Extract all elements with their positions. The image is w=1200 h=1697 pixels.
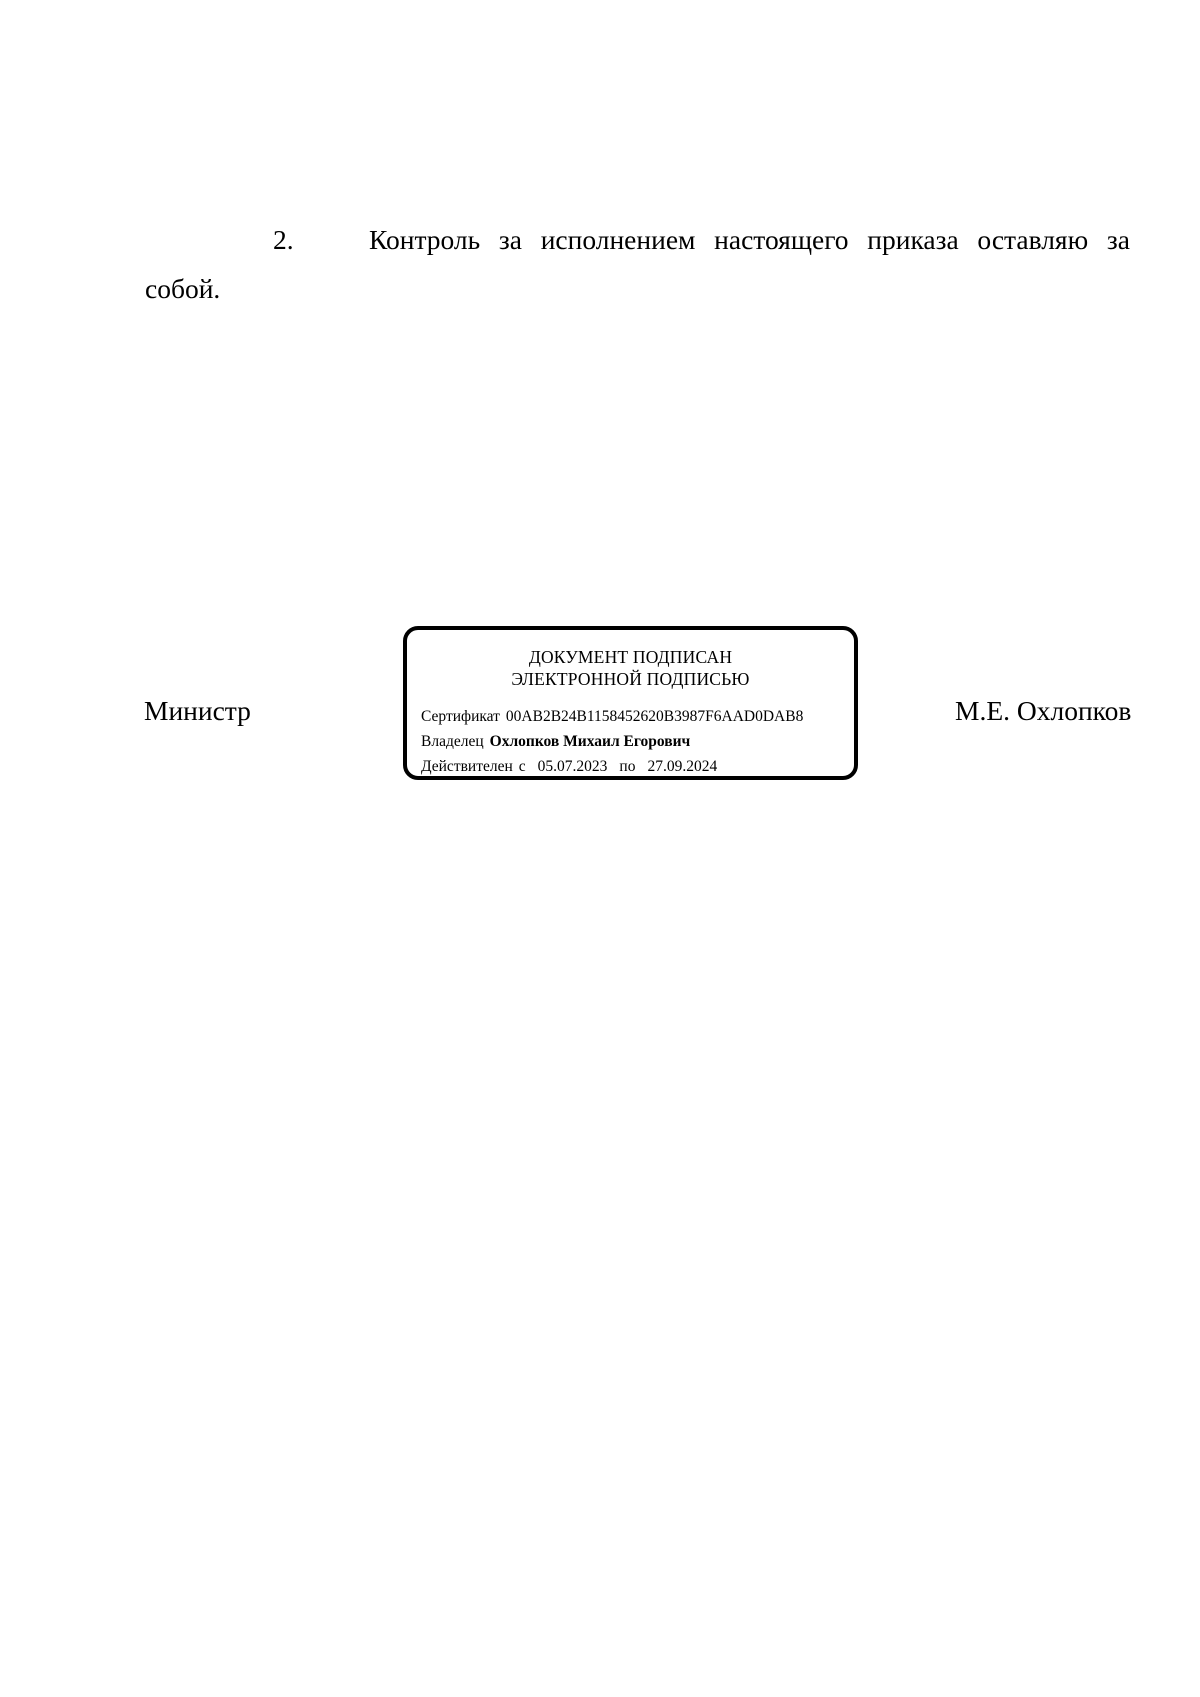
stamp-owner-row — [421, 732, 690, 752]
paragraph-second-line: собой. — [145, 273, 221, 304]
word: за — [498, 224, 522, 255]
stamp-certificate-row — [421, 707, 803, 727]
paragraph-number: 2. — [273, 224, 294, 255]
signer-position: Министр — [144, 695, 251, 726]
stamp-title-line-2: ЭЛЕКТРОННОЙ ПОДПИСЬЮ — [511, 669, 750, 689]
valid-from-date: 05.07.2023 — [537, 758, 608, 775]
word: Контроль — [369, 224, 481, 255]
word: исполнением — [540, 224, 696, 255]
stamp-title-line-1: ДОКУМЕНТ ПОДПИСАН — [528, 647, 733, 667]
owner-label: Владелец — [421, 733, 484, 750]
word: за — [1106, 224, 1130, 255]
valid-to-date: 27.09.2024 — [647, 758, 718, 775]
paragraph-first-line-text — [369, 215, 1130, 264]
valid-from-label: с — [518, 758, 526, 775]
certificate-label: Сертификат — [421, 708, 500, 725]
paragraph-2 — [145, 215, 1130, 313]
stamp-validity-row — [421, 757, 717, 777]
valid-to-label: по — [619, 758, 636, 775]
electronic-signature-stamp — [403, 626, 858, 780]
certificate-value: 00AB2B24B1158452620B3987F6AAD0DAB8 — [505, 708, 804, 725]
word: приказа — [867, 224, 959, 255]
word: настоящего — [714, 224, 849, 255]
signer-name: М.Е. Охлопков — [955, 695, 1132, 726]
stamp-title — [407, 646, 854, 690]
paragraph-first-line — [145, 215, 1130, 264]
owner-value: Охлопков Михаил Егорович — [489, 733, 691, 750]
word: оставляю — [977, 224, 1089, 255]
valid-label: Действителен — [421, 758, 513, 775]
